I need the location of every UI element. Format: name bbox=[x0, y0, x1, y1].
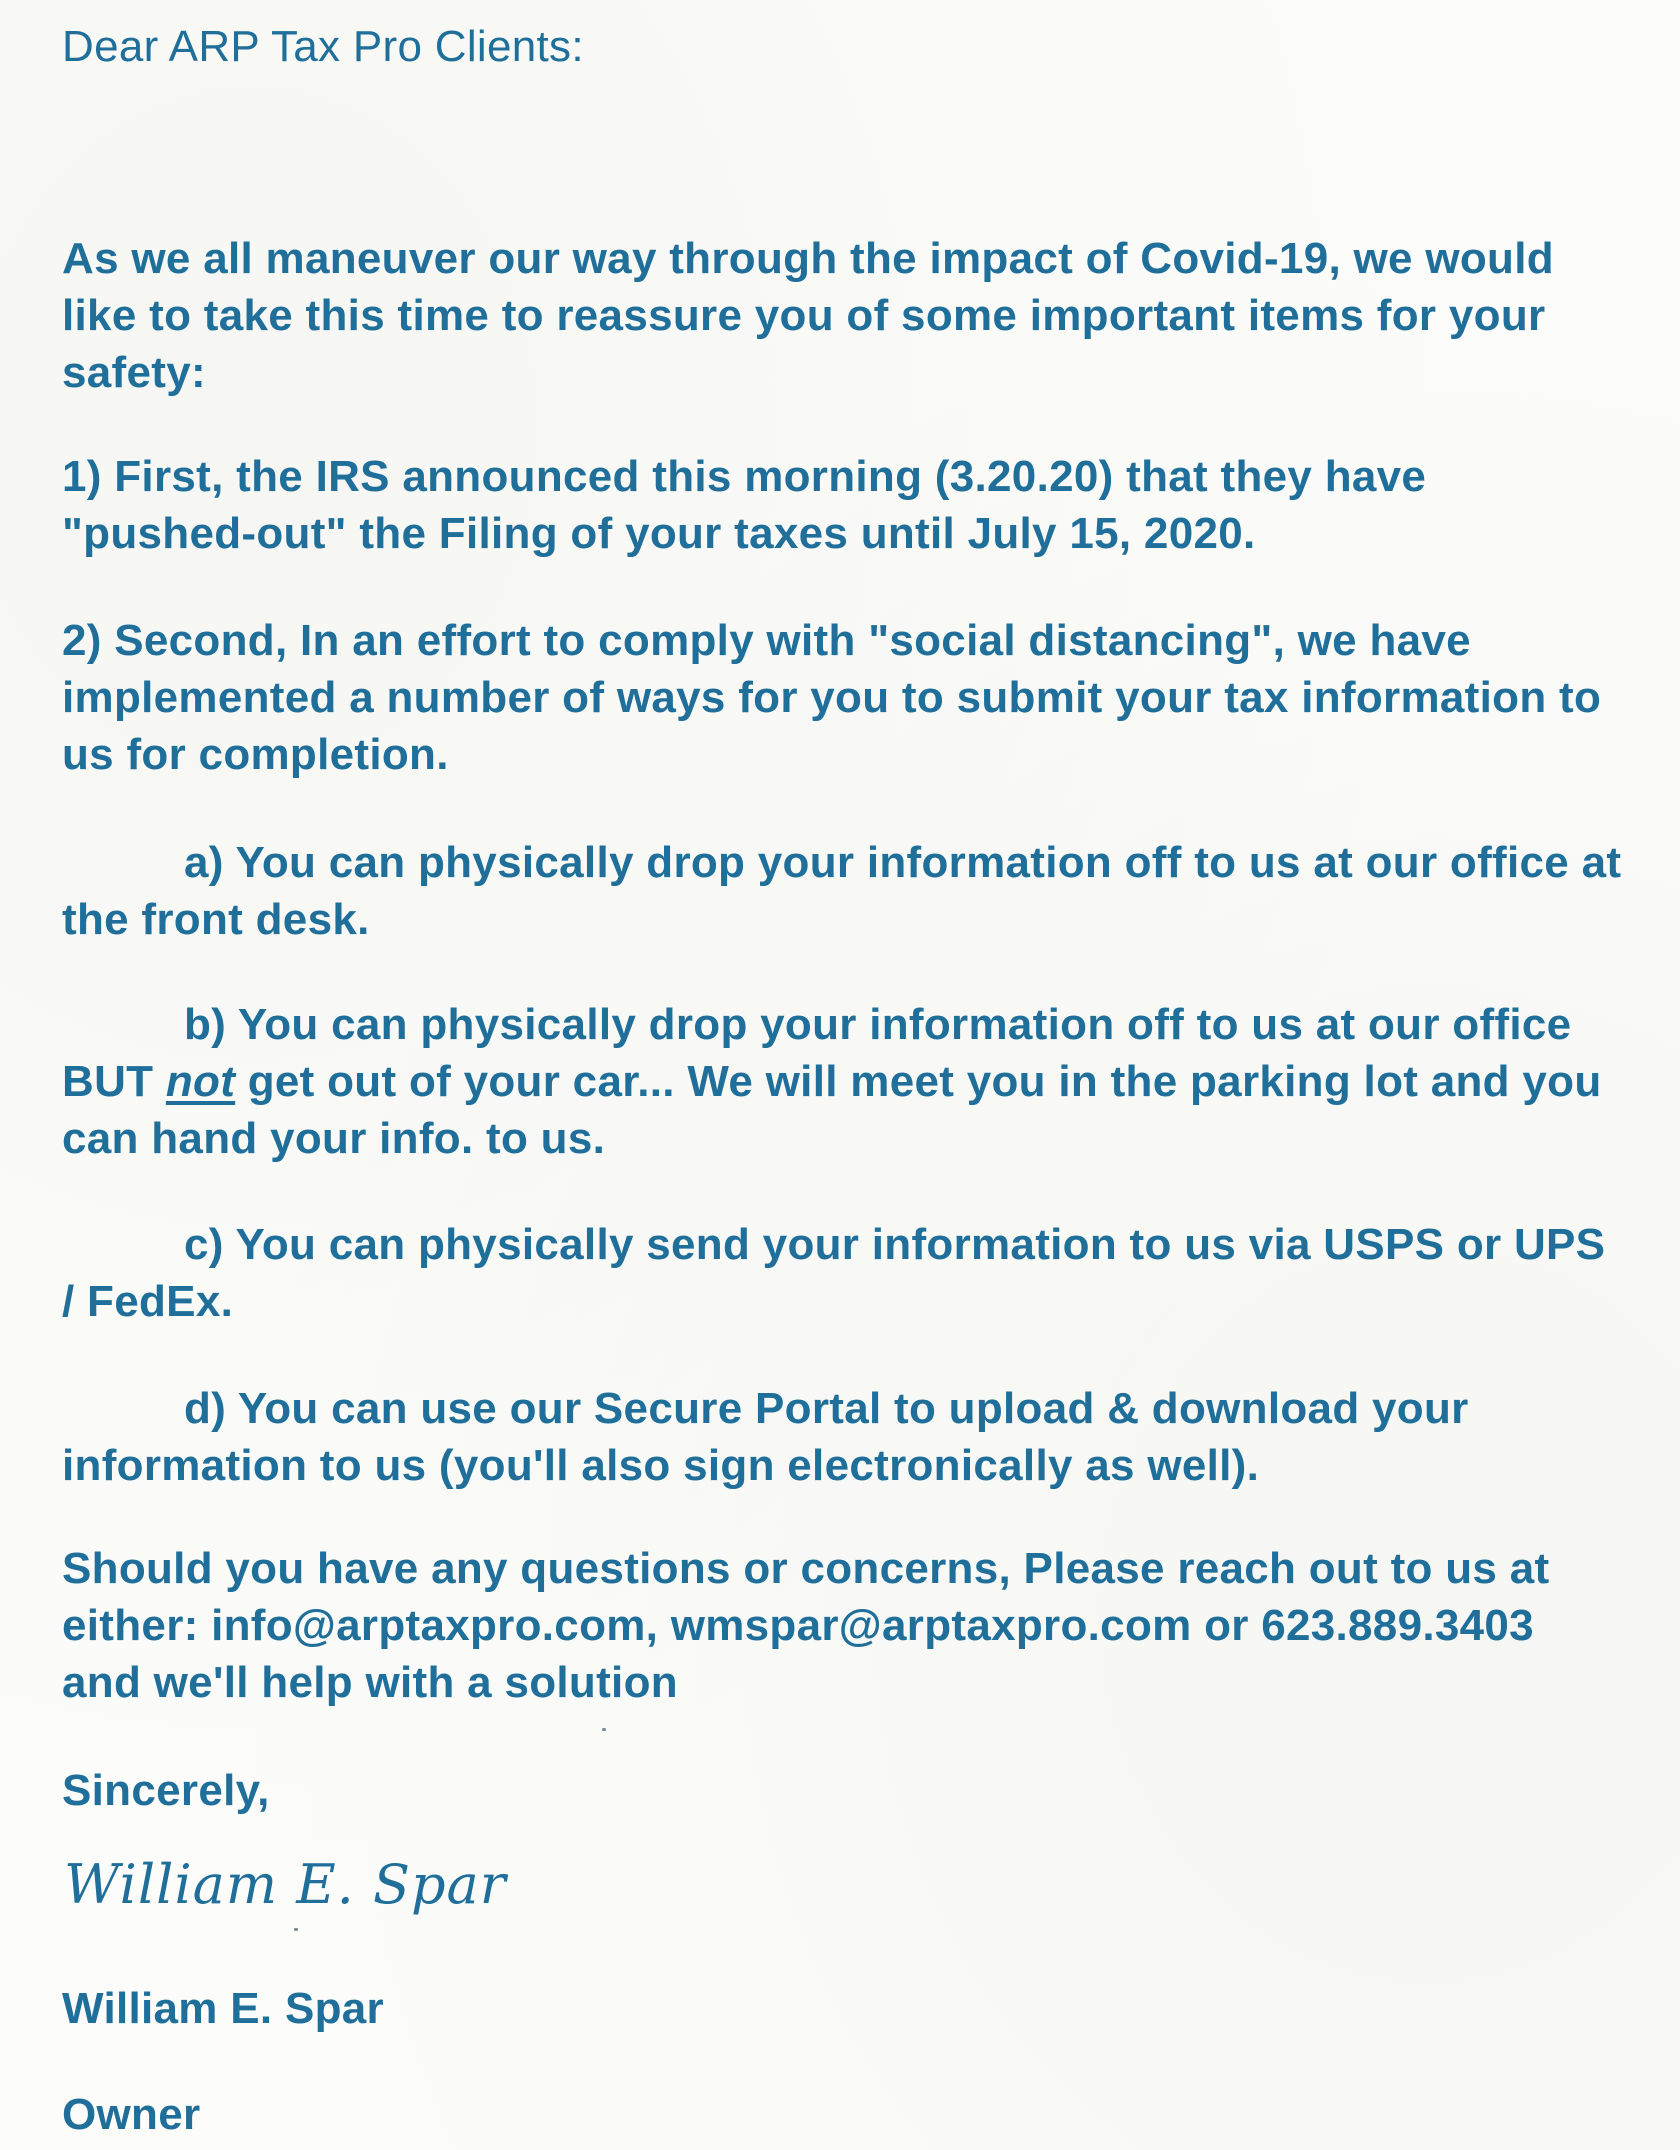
item-b-emphasis: not bbox=[165, 1057, 236, 1106]
item-c-paragraph: c) You can physically send your information to us via USPS or UPS / FedEx. bbox=[62, 1220, 1606, 1326]
intro-paragraph: As we all maneuver our way through the impact of Covid-19, we would like to take this time to reassure you of some important items for your safety: bbox=[62, 234, 1554, 397]
item-b-paragraph bbox=[62, 996, 1622, 1167]
signer-title: Owner bbox=[62, 2090, 201, 2139]
closing: Sincerely, bbox=[62, 1766, 270, 1815]
signer-name: William E. Spar bbox=[62, 1984, 384, 2033]
handwritten-signature: William E. Spar bbox=[64, 1853, 507, 1916]
contact-paragraph: Should you have any questions or concerns, Please reach out to us at either: info@arptaxpro.com, wmspar@arptaxpro.com or 623.889.3403 and we'll help with a solution bbox=[62, 1544, 1550, 1707]
item-a-paragraph: a) You can physically drop your information off to us at our office at the front desk. bbox=[62, 838, 1622, 944]
paper-speck bbox=[602, 1728, 606, 1731]
item-1-paragraph: 1) First, the IRS announced this morning (3.20.20) that they have "pushed-out" the Filing of your taxes until July 15, 2020. bbox=[62, 452, 1427, 558]
item-d-paragraph: d) You can use our Secure Portal to upload & download your information to us (you'll also sign electronically as well). bbox=[62, 1384, 1469, 1490]
item-b-text-end: get out of your car... We will meet you in the parking lot and you can hand your info. to us. bbox=[62, 1057, 1602, 1163]
paper-speck bbox=[294, 1928, 298, 1931]
item-2-paragraph: 2) Second, In an effort to comply with "social distancing", we have implemented a number of ways for you to submit your tax information to us for completion. bbox=[62, 616, 1602, 779]
salutation: Dear ARP Tax Pro Clients: bbox=[62, 22, 584, 71]
item-b-text-start: b) You can physically drop your information off to us at our office BUT bbox=[62, 1000, 1572, 1106]
